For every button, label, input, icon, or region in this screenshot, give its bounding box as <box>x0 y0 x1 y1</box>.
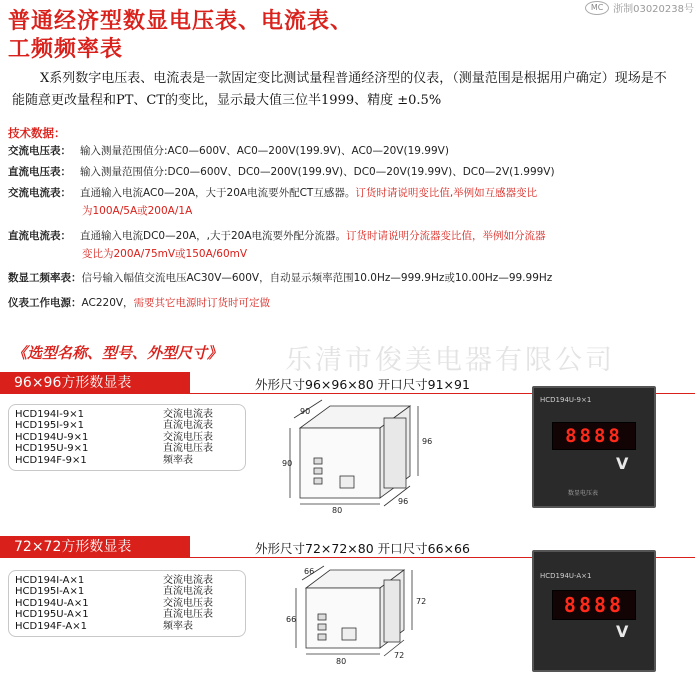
model-code: HCD194I-A×1 <box>15 575 85 586</box>
model-desc: 直流电压表 <box>163 443 213 455</box>
spec-text: 信号输入幅值交流电压AC30V—600V，自动显示频率范围10.0Hz—999.9Hz或10.00Hz—99.99Hz <box>81 272 553 284</box>
section-96-model-list <box>8 404 246 471</box>
model-desc: 直流电压表 <box>163 609 213 621</box>
dim-left: 66 <box>286 615 297 624</box>
section-72-meter-image <box>532 550 656 672</box>
spec-note: 订货时请说明变比值,举例如互感器变比 <box>355 187 538 199</box>
section-72-bar <box>0 536 190 558</box>
spec-note-line2: 为100A/5A或200A/1A <box>82 205 193 217</box>
section-96-title: 96×96方形数显表 <box>14 375 132 391</box>
spec-text: 直通输入电流AC0—20A，大于20A电流要外配CT互感器。 <box>80 187 356 199</box>
dim-right: 72 <box>416 597 427 606</box>
meter-unit: V <box>616 454 629 473</box>
spec-text: 输入测量范围值分:AC0—600V、AC0—200V(199.9V)、AC0—20V(19.99V) <box>80 145 449 157</box>
model-row <box>9 409 245 420</box>
model-desc: 交流电压表 <box>163 597 213 609</box>
model-row <box>9 455 245 466</box>
model-desc: 频率表 <box>163 454 193 466</box>
spec-label: 交流电压表： <box>8 145 71 157</box>
company-watermark: 乐清市俊美电器有限公司 <box>285 345 615 376</box>
page-title-line1: 普通经济型数显电压表、电流表、 <box>8 9 354 34</box>
model-code: HCD194U-9×1 <box>15 431 89 443</box>
section-96-dimensions: 外形尺寸96×96×80 开口尺寸91×91 <box>255 377 470 392</box>
dim-bottom: 80 <box>332 506 343 514</box>
spec-dc-current <box>8 227 693 263</box>
dim-corner: 96 <box>398 497 409 506</box>
dim-top: 66 <box>304 567 315 576</box>
model-row <box>9 575 245 586</box>
model-row <box>9 432 245 443</box>
model-row <box>9 586 245 597</box>
model-row <box>9 443 245 454</box>
spec-label: 交流电流表： <box>8 187 71 199</box>
model-code: HCD194U-A×1 <box>15 597 89 609</box>
section-96-bar <box>0 372 190 394</box>
page-title-line2: 工频频率表 <box>8 37 124 62</box>
model-code: HCD194I-9×1 <box>15 409 84 420</box>
spec-text: 输入测量范围值分:DC0—600V、DC0—200V(199.9V)、DC0—20V(19.99V)、DC0—2V(1.999V) <box>80 166 555 178</box>
spec-ac-current <box>8 184 693 220</box>
spec-ac-voltage <box>8 142 693 160</box>
spec-label: 仪表工作电源： <box>8 297 82 309</box>
dim-top: 90 <box>300 407 311 416</box>
selection-heading: 《选型名称、型号、外型尺寸》 <box>12 344 223 362</box>
spec-frequency <box>8 269 693 287</box>
spec-label: 数显工频率表： <box>8 272 82 284</box>
spec-label: 直流电压表： <box>8 166 71 178</box>
model-code: HCD194F-A×1 <box>15 620 88 632</box>
model-code: HCD194F-9×1 <box>15 454 87 466</box>
spec-note: 需要其它电源时订货时可定做 <box>133 297 271 309</box>
certification-mark <box>585 0 694 15</box>
model-desc: 直流电流表 <box>163 586 213 598</box>
model-row <box>9 609 245 620</box>
meter-unit: V <box>616 622 629 641</box>
mc-logo-icon: MC <box>585 1 609 15</box>
meter-model-label: HCD194U-9×1 <box>540 396 592 404</box>
model-desc: 交流电流表 <box>163 409 213 420</box>
section-96-meter-image <box>532 386 656 508</box>
model-row <box>9 621 245 632</box>
section-72-title: 72×72方形数显表 <box>14 539 132 555</box>
model-desc: 交流电流表 <box>163 575 213 586</box>
meter-model-label: HCD194U-A×1 <box>540 572 592 580</box>
model-code: HCD195U-9×1 <box>15 443 89 455</box>
cert-number: 浙制03020238号 <box>613 4 694 15</box>
spec-text: 直通输入电流DC0—20A，,大于20A电流要外配分流器。 <box>80 230 347 242</box>
model-code: HCD195U-A×1 <box>15 609 89 621</box>
model-code: HCD195I-A×1 <box>15 586 85 598</box>
model-code: HCD195I-9×1 <box>15 420 84 432</box>
dim-bottom: 80 <box>336 657 347 666</box>
meter-digits: 8888 <box>552 590 636 620</box>
model-row <box>9 420 245 431</box>
section-72-dimension-drawing <box>280 558 440 668</box>
section-72-dimensions: 外形尺寸72×72×80 开口尺寸66×66 <box>255 541 470 556</box>
spec-note-line2: 变比为200A/75mV或150A/60mV <box>82 248 248 260</box>
section-96-dimension-drawing <box>280 396 440 514</box>
spec-note: 订货时请说明分流器变比值，举例如分流器 <box>346 230 546 242</box>
spec-label: 直流电流表： <box>8 230 71 242</box>
model-desc: 交流电压表 <box>163 431 213 443</box>
spec-text: AC220V， <box>81 297 134 309</box>
intro-paragraph: X系列数字电压表、电流表是一款固定变比测试量程普通经济型的仪表，（测量范围是根据用户确定）现场是不能随意更改量程和PT、CT的变比，显示最大值三位半1999、精度 ±0.5% <box>12 71 667 108</box>
meter-brand: 数显电压表 <box>568 490 599 497</box>
tech-data-heading: 技术数据： <box>8 126 66 140</box>
section-72-model-list <box>8 570 246 637</box>
dim-left: 90 <box>282 459 293 468</box>
model-row <box>9 598 245 609</box>
spec-power <box>8 294 693 312</box>
meter-digits: 8888 <box>552 422 636 450</box>
model-desc: 频率表 <box>163 620 193 632</box>
spec-dc-voltage <box>8 163 693 181</box>
model-desc: 直流电流表 <box>163 420 213 432</box>
dim-corner: 72 <box>394 651 405 660</box>
dim-right: 96 <box>422 437 433 446</box>
